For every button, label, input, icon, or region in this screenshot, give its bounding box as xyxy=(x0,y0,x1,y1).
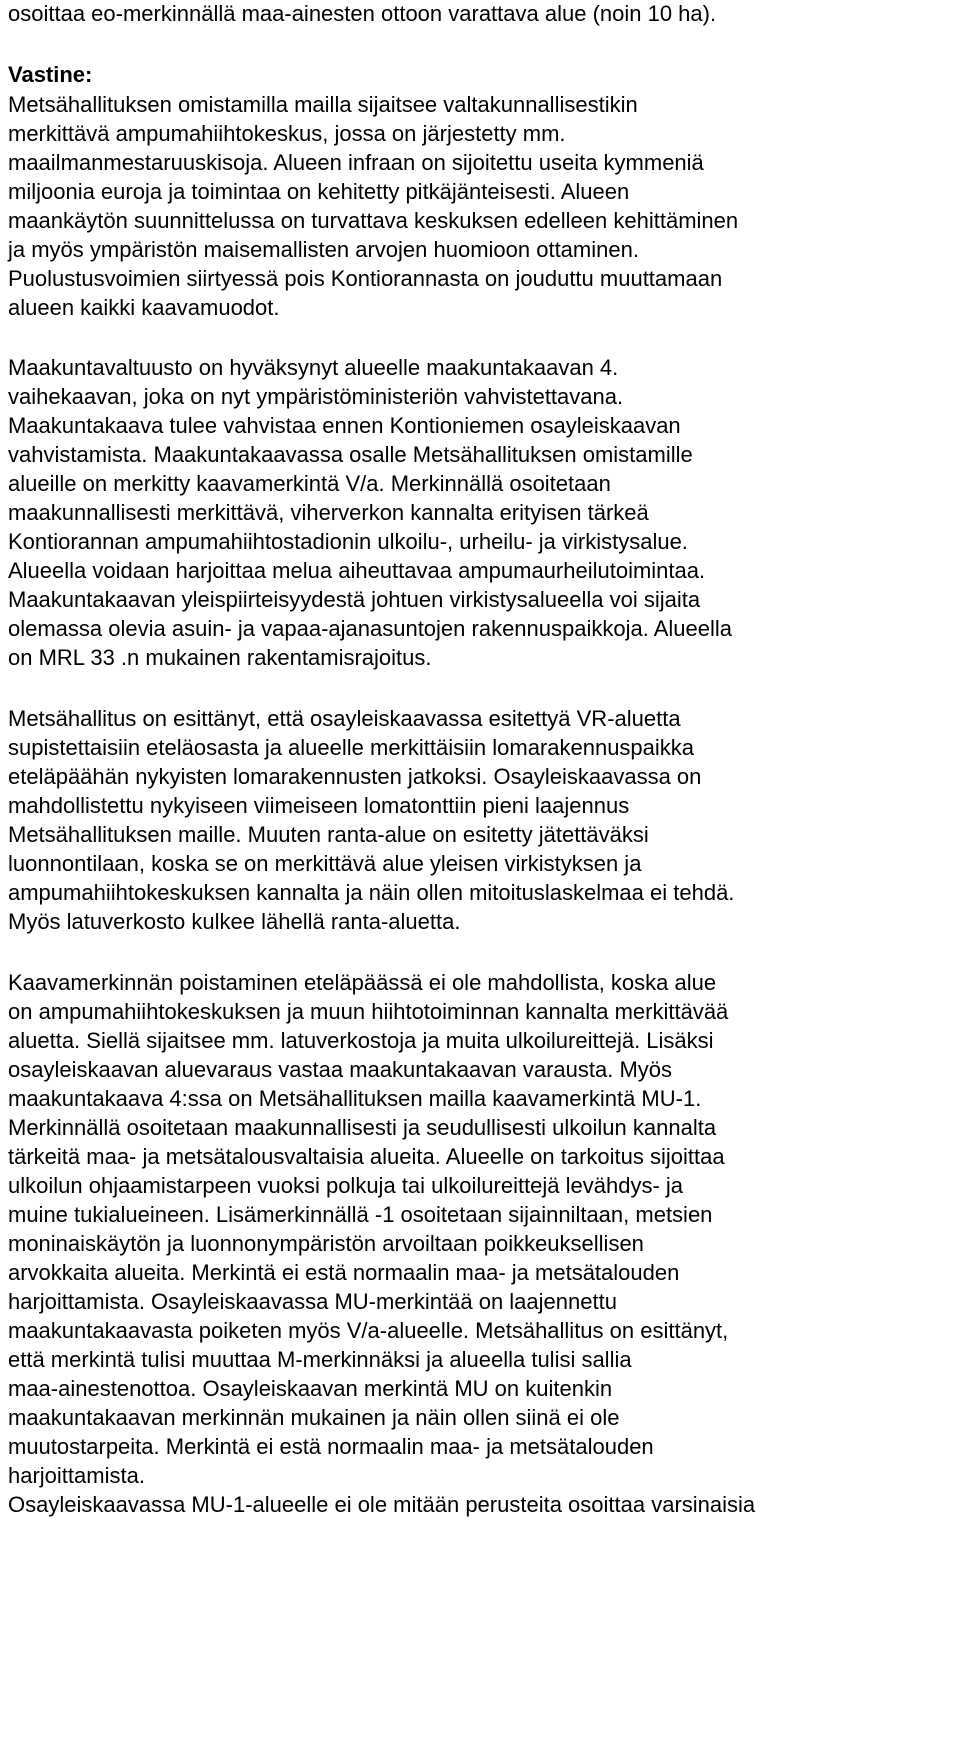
text-line: Maakuntakaavan yleispiirteisyydestä johtuen virkistysalueella voi sijaita xyxy=(8,587,701,612)
text-line: tärkeitä maa- ja metsätalousvaltaisia alueita. Alueelle on tarkoitus sijoittaa xyxy=(8,1144,725,1169)
text-line: maakuntakaavasta poiketen myös V/a-alueelle. Metsähallitus on esittänyt, xyxy=(8,1318,729,1343)
text-line: miljoonia euroja ja toimintaa on kehitetty pitkäjänteisesti. Alueen xyxy=(8,179,630,204)
text-line: muine tukialueineen. Lisämerkinnällä -1 osoitetaan sijainniltaan, metsien xyxy=(8,1202,713,1227)
text-line: mahdollistettu nykyiseen viimeiseen lomatonttiin pieni laajennus xyxy=(8,793,630,818)
text-line: vahvistamista. Maakuntakaavassa osalle Metsähallituksen omistamille xyxy=(8,442,693,467)
text-line: maakuntakaava 4:ssa on Metsähallituksen mailla kaavamerkintä MU-1. xyxy=(8,1086,702,1111)
text-line: on ampumahiihtokeskuksen ja muun hiihtotoiminnan kannalta merkittävää xyxy=(8,999,729,1024)
text-line: arvokkaita alueita. Merkintä ei estä normaalin maa- ja metsätalouden xyxy=(8,1260,680,1285)
text-line: osoittaa eo-merkinnällä maa-ainesten ottoon varattava alue (noin 10 ha). xyxy=(8,1,717,26)
text-line: Kontiorannan ampumahiihtostadionin ulkoilu-, urheilu- ja virkistysalue. xyxy=(8,529,688,554)
text-line: maakuntakaavan merkinnän mukainen ja näin ollen siinä ei ole xyxy=(8,1405,620,1430)
text-line: harjoittamista. xyxy=(8,1463,145,1488)
text-line: muutostarpeita. Merkintä ei estä normaalin maa- ja metsätalouden xyxy=(8,1434,654,1459)
text-line: Maakuntakaava tulee vahvistaa ennen Kontioniemen osayleiskaavan xyxy=(8,413,681,438)
text-line: ulkoilun ohjaamistarpeen vuoksi polkuja tai ulkoilureittejä levähdys- ja xyxy=(8,1173,684,1198)
section-heading: Vastine: xyxy=(8,62,93,87)
text-line: Merkinnällä osoitetaan maakunnallisesti ja seudullisesti ulkoilun kannalta xyxy=(8,1115,717,1140)
text-line: luonnontilaan, koska se on merkittävä alue yleisen virkistyksen ja xyxy=(8,851,642,876)
text-line: harjoittamista. Osayleiskaavassa MU-merkintää on laajennettu xyxy=(8,1289,617,1314)
text-line: Metsähallituksen omistamilla mailla sijaitsee valtakunnallisestikin xyxy=(8,92,638,117)
text-line: aluetta. Siellä sijaitsee mm. latuverkostoja ja muita ulkoilureittejä. Lisäksi xyxy=(8,1028,714,1053)
text-line: Alueella voidaan harjoittaa melua aiheuttavaa ampumaurheilutoimintaa. xyxy=(8,558,706,583)
text-line: osayleiskaavan aluevaraus vastaa maakuntakaavan varausta. Myös xyxy=(8,1057,673,1082)
text-line: maankäytön suunnittelussa on turvattava keskuksen edelleen kehittäminen xyxy=(8,208,739,233)
text-line: alueille on merkitty kaavamerkintä V/a. Merkinnällä osoitetaan xyxy=(8,471,611,496)
text-line: maa-ainestenottoa. Osayleiskaavan merkintä MU on kuitenkin xyxy=(8,1376,613,1401)
text-line: ampumahiihtokeskuksen kannalta ja näin ollen mitoituslaskelmaa ei tehdä. xyxy=(8,880,735,905)
text-line: Metsähallituksen maille. Muuten ranta-alue on esitetty jätettäväksi xyxy=(8,822,649,847)
text-line: maakunnallisesti merkittävä, viherverkon kannalta erityisen tärkeä xyxy=(8,500,649,525)
text-line: maailmanmestaruuskisoja. Alueen infraan on sijoitettu useita kymmeniä xyxy=(8,150,704,175)
text-line: Maakuntavaltuusto on hyväksynyt alueelle maakuntakaavan 4. xyxy=(8,355,619,380)
text-line: moninaiskäytön ja luonnonympäristön arvoiltaan poikkeuksellisen xyxy=(8,1231,644,1256)
text-line: Puolustusvoimien siirtyessä pois Kontiorannasta on jouduttu muuttamaan xyxy=(8,266,723,291)
text-line: vaihekaavan, joka on nyt ympäristöministeriön vahvistettavana. xyxy=(8,384,624,409)
text-line: supistettaisiin eteläosasta ja alueelle merkittäisiin lomarakennuspaikka xyxy=(8,735,695,760)
text-line: olemassa olevia asuin- ja vapaa-ajanasuntojen rakennuspaikkoja. Alueella xyxy=(8,616,733,641)
text-line: Myös latuverkosto kulkee lähellä ranta-aluetta. xyxy=(8,909,461,934)
text-line: Metsähallitus on esittänyt, että osayleiskaavassa esitettyä VR-aluetta xyxy=(8,706,681,731)
text-line: on MRL 33 .n mukainen rakentamisrajoitus. xyxy=(8,645,432,670)
text-line: että merkintä tulisi muuttaa M-merkinnäksi ja alueella tulisi sallia xyxy=(8,1347,632,1372)
text-line: alueen kaikki kaavamuodot. xyxy=(8,295,280,320)
text-line: eteläpäähän nykyisten lomarakennusten jatkoksi. Osayleiskaavassa on xyxy=(8,764,702,789)
text-line: Osayleiskaavassa MU-1-alueelle ei ole mitään perusteita osoittaa varsinaisia xyxy=(8,1492,756,1517)
text-line: ja myös ympäristön maisemallisten arvojen huomioon ottaminen. xyxy=(8,237,639,262)
text-line: Kaavamerkinnän poistaminen eteläpäässä ei ole mahdollista, koska alue xyxy=(8,970,717,995)
text-line: merkittävä ampumahiihtokeskus, jossa on järjestetty mm. xyxy=(8,121,566,146)
